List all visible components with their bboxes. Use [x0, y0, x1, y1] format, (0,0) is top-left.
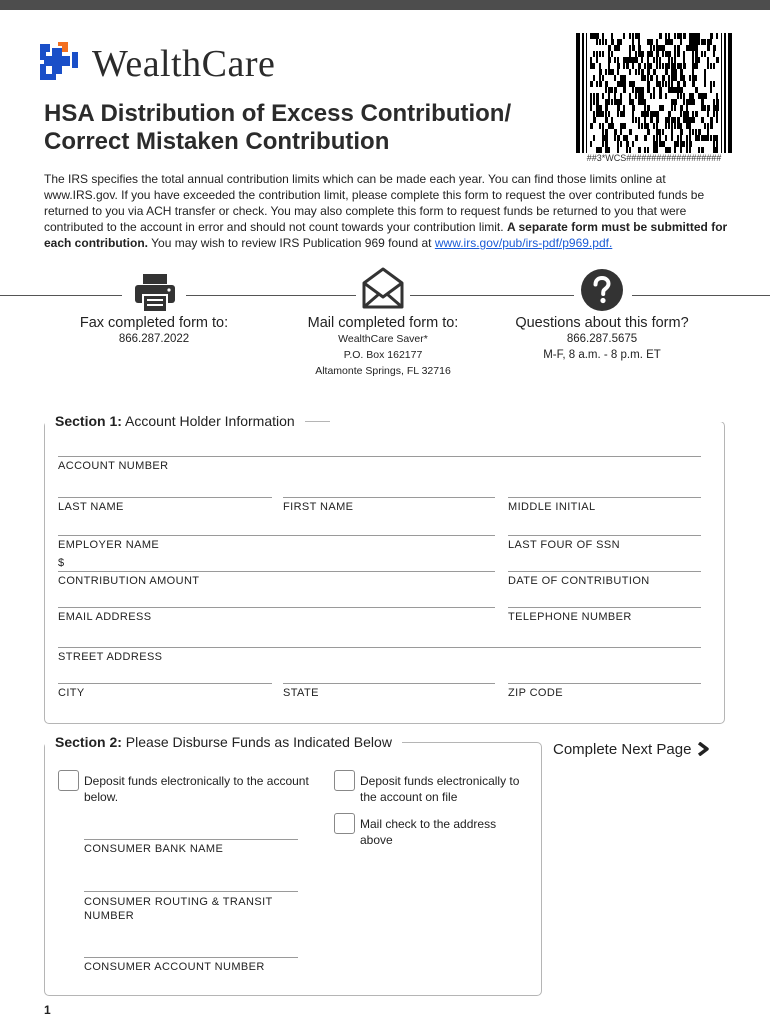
fax-number: 866.287.2022	[118, 333, 190, 345]
consumer-bank-name-input[interactable]	[84, 839, 298, 840]
irs-publication-link[interactable]: www.irs.gov/pub/irs-pdf/p969.pdf.	[434, 236, 613, 250]
deposit-account-on-file-label	[360, 773, 540, 805]
zip-code-label: ZIP CODE	[508, 687, 563, 699]
ssn-last-four-label: LAST FOUR OF SSN	[508, 539, 620, 551]
zip-code-input[interactable]	[508, 683, 701, 684]
ssn-last-four-input[interactable]	[508, 535, 701, 536]
intro-text-2: You may wish to review IRS Publication 969 found at	[148, 236, 435, 250]
routing-label-line-1: CONSUMER ROUTING & TRANSIT	[84, 896, 273, 908]
complete-next-page	[553, 741, 710, 758]
wealthcare-logo-icon	[38, 38, 78, 82]
consumer-account-number-label: CONSUMER ACCOUNT NUMBER	[84, 961, 265, 973]
city-input[interactable]	[58, 683, 272, 684]
date-of-contribution-label: DATE OF CONTRIBUTION	[508, 575, 650, 587]
section-1-number: Section 1:	[55, 413, 122, 429]
email-address-input[interactable]	[58, 607, 495, 608]
mail-check-checkbox[interactable]	[334, 813, 355, 834]
envelope-icon	[361, 267, 405, 309]
telephone-number-input[interactable]	[508, 607, 701, 608]
middle-initial-input[interactable]	[508, 497, 701, 498]
section-2-heading: Please Disburse Funds as Indicated Below	[125, 734, 392, 750]
section-2-title	[45, 734, 402, 750]
middle-initial-label: MIDDLE INITIAL	[508, 501, 596, 513]
account-number-label: ACCOUNT NUMBER	[58, 460, 169, 472]
title-line-1: HSA Distribution of Excess Contribution/	[44, 100, 512, 127]
mail-check-label-line-1: Mail check to the address	[360, 817, 497, 831]
questions-heading: Questions about this form?	[515, 315, 689, 331]
mail-address-line-1: WealthCare Saver*	[338, 333, 428, 345]
intro-bold-text: A separate form must be submitted for each contribution.	[44, 220, 728, 250]
mail-heading: Mail completed form to:	[307, 315, 459, 331]
deposit-new-account-label-line-2: below.	[84, 790, 119, 804]
first-name-input[interactable]	[283, 497, 495, 498]
contribution-amount-input[interactable]	[58, 571, 495, 572]
page-number: 1	[44, 1003, 51, 1017]
barcode-image	[576, 33, 732, 153]
deposit-new-account-label	[84, 773, 329, 805]
brand-name: WealthCare	[92, 43, 276, 85]
contribution-amount-label: CONTRIBUTION AMOUNT	[58, 575, 200, 587]
intro-paragraph	[44, 171, 734, 251]
divider-line	[410, 295, 574, 296]
section-2-number: Section 2:	[55, 734, 122, 750]
question-icon	[581, 269, 623, 311]
employer-name-label: EMPLOYER NAME	[58, 539, 160, 551]
divider-line	[0, 295, 122, 296]
deposit-new-account-label-line-1: Deposit funds electronically to the account	[84, 774, 309, 788]
divider-line	[186, 295, 356, 296]
section-1-heading: Account Holder Information	[125, 413, 295, 429]
divider-line	[632, 295, 770, 296]
employer-name-input[interactable]	[58, 535, 495, 536]
mail-address-line-3: Altamonte Springs, FL 32716	[315, 365, 451, 377]
state-label: STATE	[283, 687, 319, 699]
date-of-contribution-input[interactable]	[508, 571, 701, 572]
chevron-right-icon	[696, 742, 710, 756]
account-number-input[interactable]	[58, 456, 701, 457]
street-address-input[interactable]	[58, 647, 701, 648]
state-input[interactable]	[283, 683, 495, 684]
deposit-account-on-file-checkbox[interactable]	[334, 770, 355, 791]
section-1-title	[45, 413, 305, 429]
next-page-label: Complete Next Page	[553, 741, 692, 758]
mail-address-line-2: P.O. Box 162177	[343, 349, 423, 361]
street-address-label: STREET ADDRESS	[58, 651, 163, 663]
printer-icon	[133, 273, 177, 313]
questions-phone: 866.287.5675	[566, 333, 638, 345]
mail-check-label-line-2: above	[360, 833, 393, 847]
email-address-label: EMAIL ADDRESS	[58, 611, 152, 623]
panel-gap	[330, 421, 723, 422]
deposit-new-account-checkbox[interactable]	[58, 770, 79, 791]
consumer-bank-name-label: CONSUMER BANK NAME	[84, 843, 224, 855]
intro-text: The IRS specifies the total annual contribution limits which can be made each year. You can find those limits online at www.IRS.gov. If you have exceeded the contribution limit, please complete this form to request the over contributed funds be returned to you via ACH transfer or check. You may also complete this form to request funds be returned to you that were contributed to the account in error and should not count towards your contribution limit.	[44, 172, 705, 234]
mail-check-label	[360, 816, 540, 848]
last-name-input[interactable]	[58, 497, 272, 498]
telephone-number-label: TELEPHONE NUMBER	[508, 611, 632, 623]
city-label: CITY	[58, 687, 85, 699]
last-name-label: LAST NAME	[58, 501, 124, 513]
first-name-label: FIRST NAME	[283, 501, 354, 513]
fax-heading: Fax completed form to:	[79, 315, 229, 331]
deposit-account-on-file-label-line-2: the account on file	[360, 790, 458, 804]
consumer-account-number-input[interactable]	[84, 957, 298, 958]
dollar-sign: $	[58, 557, 65, 569]
top-bar	[0, 0, 770, 10]
page-title	[44, 100, 511, 156]
questions-hours: M-F, 8 a.m. - 8 p.m. ET	[543, 349, 661, 361]
barcode-text: ##3*WCS###################	[586, 153, 722, 163]
routing-label-line-2: NUMBER	[84, 910, 135, 922]
title-line-2: Correct Mistaken Contribution	[44, 128, 390, 155]
consumer-routing-number-label	[84, 895, 273, 923]
consumer-routing-number-input[interactable]	[84, 891, 298, 892]
deposit-account-on-file-label-line-1: Deposit funds electronically to	[360, 774, 520, 788]
